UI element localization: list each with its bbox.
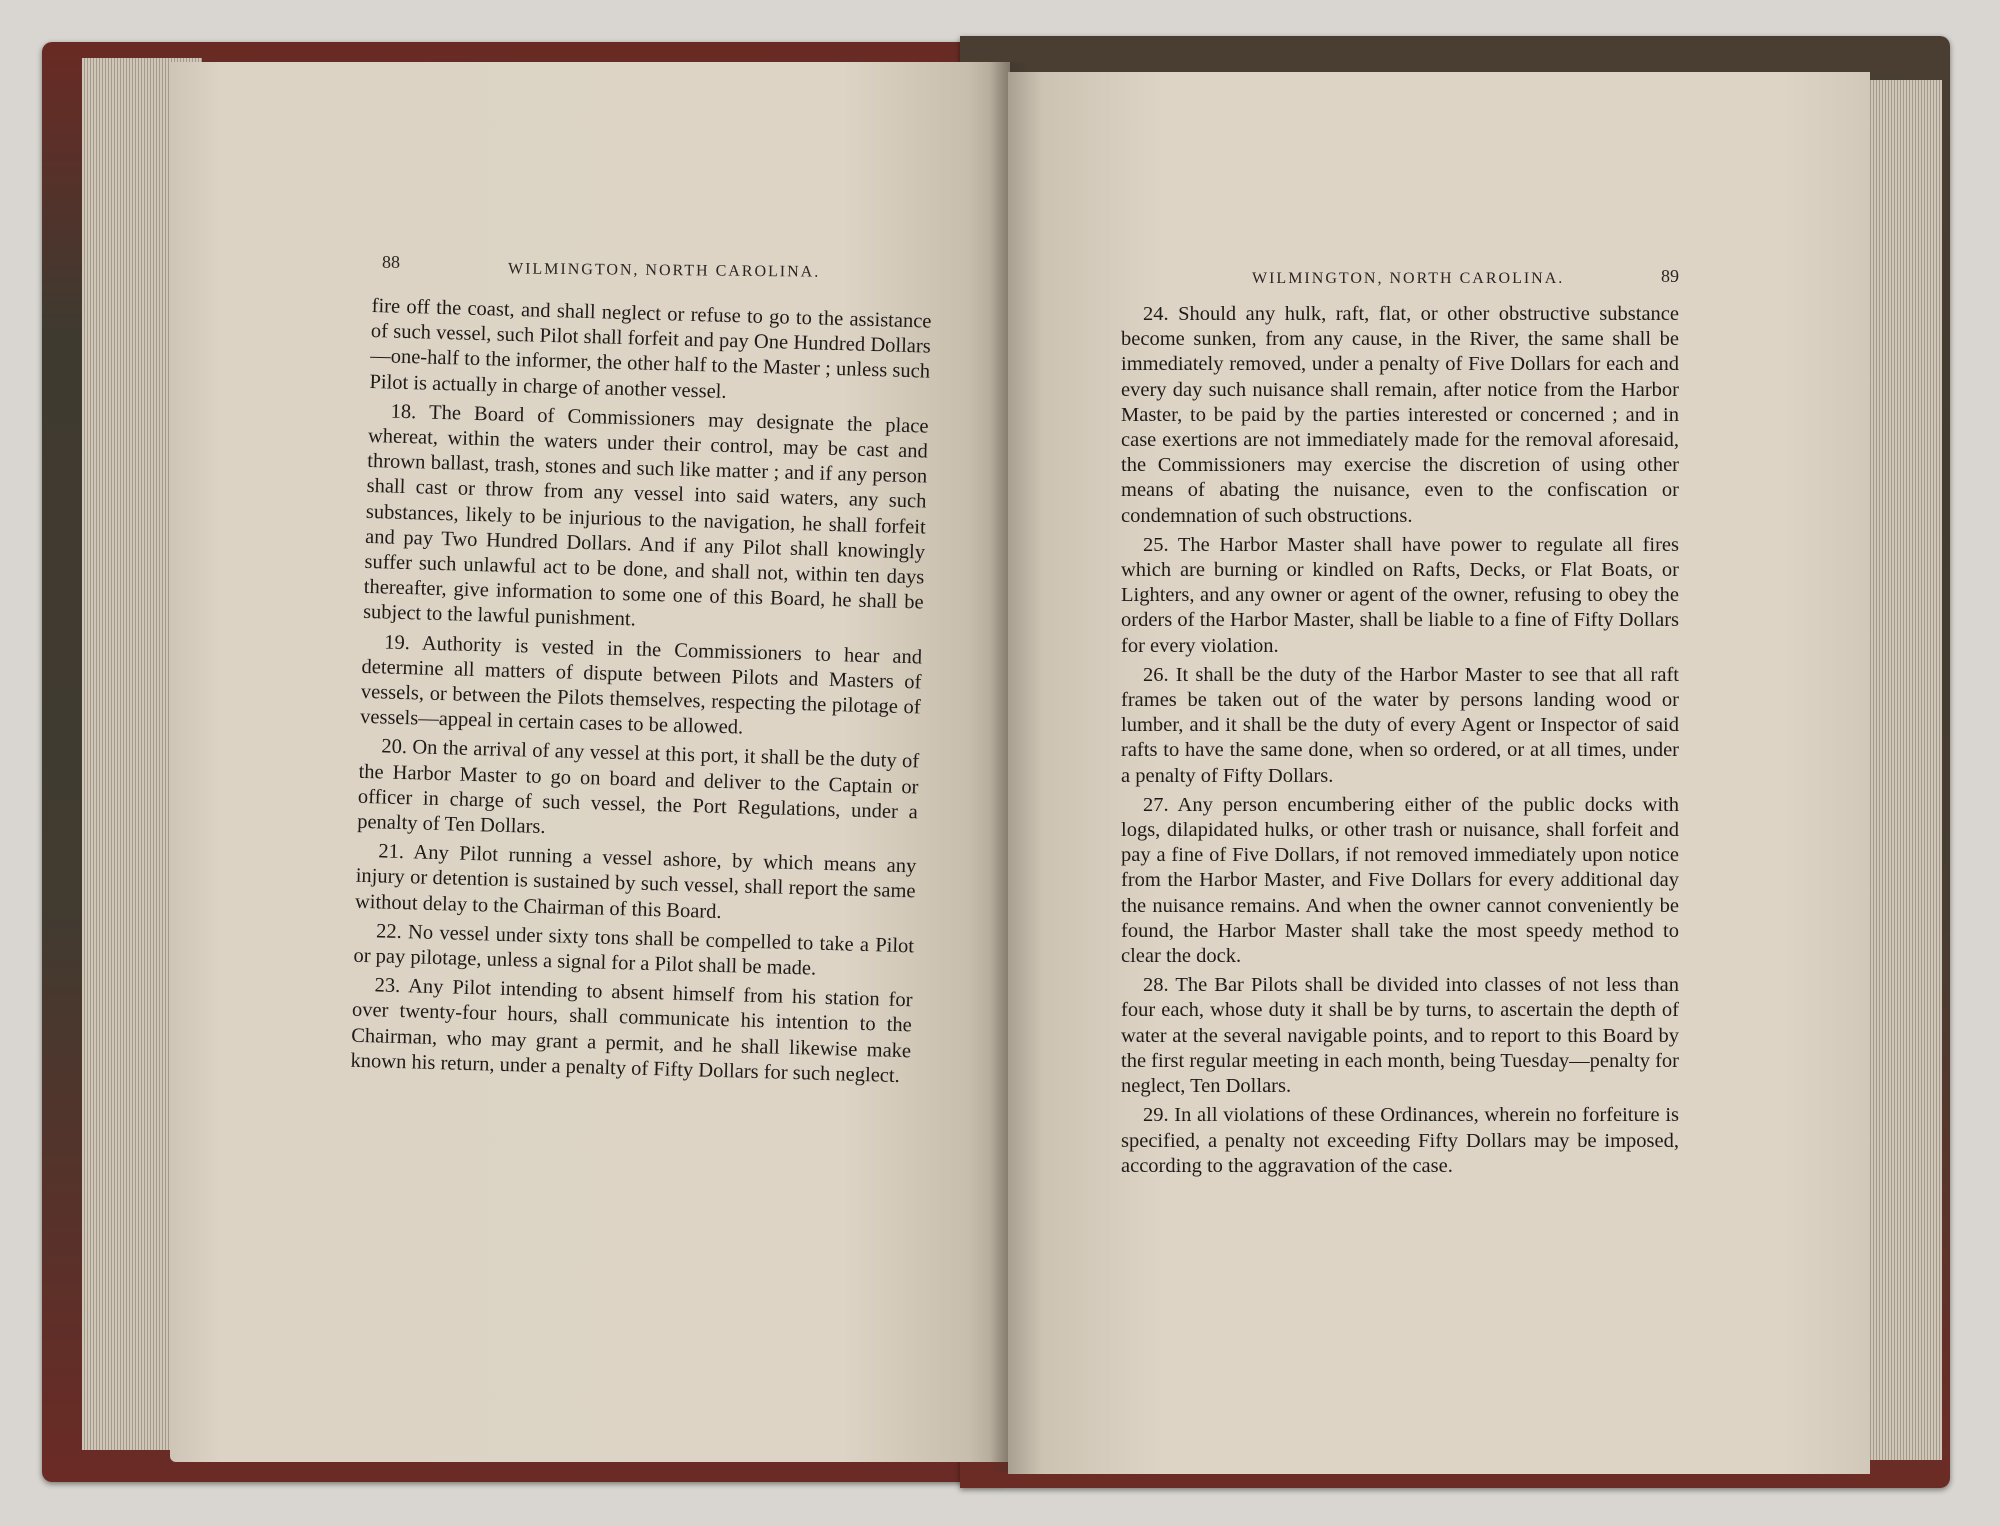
right-paragraph: 24. Should any hulk, raft, flat, or other obstructive substance become sunken, from any cause, in the River, the same shall be immediately removed, under a penalty of Five Dollars for each and every day such nuisance shall remain, after notice from the Harbor Master, to be paid by the parties interested or concerned ; and in case exertions are not immediately made for the removal aforesaid, the Commissioners may exercise the discretion of using other means of abating the nuisance, even to the confiscation or condemnation of such obstructions. (1121, 303, 1679, 527)
left-paragraph: 21. Any Pilot running a vessel ashore, by which means any injury or detention is sustained by such vessel, shall report the same without delay to the Chairman of this Board. (354, 840, 917, 923)
right-page-body (1121, 302, 1679, 1179)
right-paragraph: 25. The Harbor Master shall have power to regulate all fires which are burning or kindled on Rafts, Decks, or Flat Boats, or Lighters, and any owner or agent of the owner, refusing to obey the orders of the Harbor Master, shall be liable to a fine of Fifty Dollars for every violation. (1121, 533, 1679, 657)
left-paragraph: 23. Any Pilot intending to absent himself from his station for over twenty-four hours, shall communicate his intention to the Chairman, who may grant a permit, and he shall likewise make known his return, under a penalty of Fifty Dollars for such neglect. (350, 974, 913, 1087)
left-page-body (350, 294, 932, 1089)
right-paragraph: 26. It shall be the duty of the Harbor Master to see that all raft frames be taken out of the water by persons landing wood or lumber, and it shall be the duty of every Agent or Inspector of said rafts to have the same done, when so ordered, or at all times, under a penalty of Fifty Dollars. (1121, 663, 1679, 787)
right-paragraph: 29. In all violations of these Ordinances, wherein no forfeiture is specified, a penalty not exceeding Fifty Dollars may be imposed, according to the aggravation of the case. (1121, 1104, 1679, 1177)
left-page-number: 88 (382, 252, 400, 272)
right-paragraph: 27. Any person encumbering either of the public docks with logs, dilapidated hulks, or other trash or nuisance, shall forfeit and pay a fine of Five Dollars, if not removed immediately upon notice from the Harbor Master, and Five Dollars for every additional day the nuisance remains. And when the owner cannot conveniently be found, the Harbor Master shall take the most speedy method to clear the dock. (1121, 793, 1679, 968)
left-paragraph: 18. The Board of Commissioners may designate the place whereat, within the waters under their control, may be cast and thrown ballast, trash, stones and such like matter ; and if any person shall cast or throw from any vessel into said waters, any such substances, likely to be injurious to the navigation, he shall forfeit and pay Two Hundred Dollars. And if any Pilot shall knowingly suffer such unlawful act to be done, and shall not, within ten days thereafter, give information to some one of this Board, he shall be subject to the lawful punishment. (362, 400, 929, 631)
right-page-number: 89 (1661, 266, 1679, 286)
left-paragraph: 19. Authority is vested in the Commissioners to hear and determine all matters of dispute between Pilots and Masters of vessels, or between the Pilots themselves, respecting the pilotage of vessels—appeal in certain cases to be allowed. (359, 631, 923, 739)
right-paragraph: 28. The Bar Pilots shall be divided into classes of not less than four each, whose duty it shall be by turns, to ascertain the depth of water at the several navigable points, and to report to this Board by the first regular meeting in each month, being Tuesday—penalty for neglect, Ten Dollars. (1121, 974, 1679, 1098)
right-running-head: WILMINGTON, NORTH CAROLINA. (1252, 270, 1565, 287)
left-paragraph: 22. No vessel under sixty tons shall be compelled to take a Pilot or pay pilotage, unless a signal for a Pilot shall be made. (353, 920, 915, 980)
left-paragraph: fire off the coast, and shall neglect or refuse to go to the assistance of such vessel, such Pilot shall forfeit and pay One Hundred Dollars—one-half to the informer, the other half to the Master ; unless such Pilot is actually in charge of another vessel. (369, 294, 932, 403)
left-paragraph: 20. On the arrival of any vessel at this port, it shall be the duty of the Harbor Master to go on board and deliver to the Captain or officer in charge of such vessel, the Port Regulations, under a penalty of Ten Dollars. (356, 735, 920, 839)
left-running-head: WILMINGTON, NORTH CAROLINA. (507, 260, 821, 281)
